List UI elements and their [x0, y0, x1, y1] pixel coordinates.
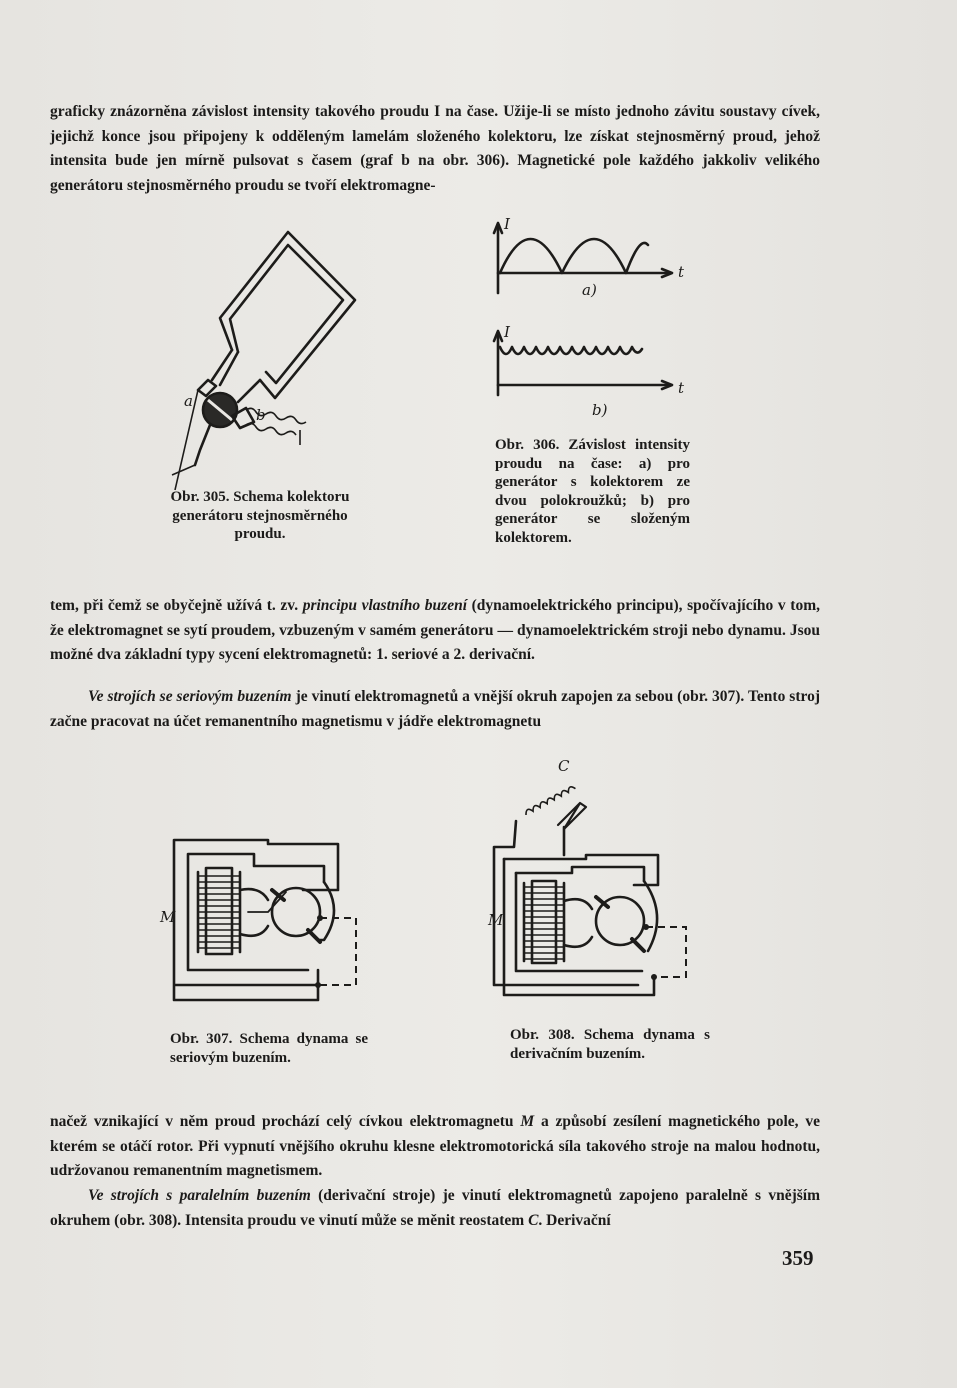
p3-text: je vinutí elektromagnetů a vnější okruh zapojen za sebou (obr. 307). Tento stroj začne pracovat na účet remanentního magnetismu v jádře elektromagnetu [50, 688, 820, 730]
fig306-label-a: a) [582, 281, 597, 299]
fig307-label-M: M [160, 908, 176, 926]
p4-text-a: načež vznikající v něm proud prochází celý cívkou elektromagnetu [50, 1113, 521, 1130]
fig306-label-I-bottom: I [504, 323, 510, 341]
caption-fig306 [495, 436, 690, 547]
page-number: 359 [782, 1246, 814, 1270]
caption-fig308 [510, 1026, 710, 1063]
fig306-label-t-top: t [678, 263, 685, 281]
p5-text-b: (derivační stroje) je vinutí elektromagnetů zapojeno paralelně s vnějším okruhem (obr. 308). Intensita proudu ve vinutí může se měnit reostatem [50, 1187, 820, 1229]
p4-text-b: a způsobí zesílení magnetického pole, ve kterém se otáčí rotor. Při vypnutí vnějšího okruhu klesne elektromotorická síla takového stroje na malou hodnotu, udržovanou remanentním magnetismem. [50, 1113, 820, 1179]
figure-307-series-dynamo [160, 830, 368, 1020]
paragraph-intro [50, 100, 820, 198]
caption-fig305 [160, 488, 360, 544]
figure-308-shunt-dynamo [486, 755, 696, 1015]
p5-text-c: . Derivační [538, 1211, 611, 1229]
fig308-label-M: M [488, 911, 504, 929]
p4-emphasis: M [520, 1113, 535, 1130]
fig306-label-I-top: I [504, 215, 510, 233]
paragraph-series-operation [50, 1110, 820, 1184]
caption-fig307 [170, 1030, 368, 1067]
paragraph-self-excitation [50, 594, 820, 668]
fig306-label-b: b) [592, 401, 608, 419]
p2-text-b: (dynamoelektrického principu), spočívajícího v tom, že elektromagnet se sytí proudem, vzbuzeným v samém generátoru — dynamoelektrickém stroji nebo dynamu. Jsou možné dva základní typy sycení elektromagnetů: 1. seriové a 2. derivační. [50, 597, 820, 663]
caption-fig307-text: Obr. 307. Schema dynama se seriovým buzením. [170, 1031, 368, 1066]
fig306-label-t-bottom: t [678, 379, 685, 397]
paragraph-intro-text: graficky znázorněna závislost intensity takového proudu I na čase. Užije-li se místo jednoho závitu soustavy cívek, jejichž konce jsou připojeny k odděleným lamelám složeného kolektoru, lze získat stejnosměrný proud, jehož intensita bude jen mírně pulsovat s časem (graf b na obr. 306). Magnetické pole každého jakkoliv velikého generátoru stejnosměrného proudu se tvoří elektromagne- [50, 103, 820, 194]
p2-emphasis: principu vlastního buzení [302, 597, 468, 614]
fig308-label-C: C [558, 757, 570, 775]
fig305-label-a: a [184, 392, 193, 410]
p2-text-a: tem, při čemž se obyčejně užívá t. zv. [50, 597, 303, 614]
figure-306-current-graphs [490, 215, 700, 420]
p5-emphasis-c: C [528, 1211, 539, 1229]
paragraph-shunt-excitation [50, 1184, 820, 1233]
fig305-label-b: b [256, 406, 266, 424]
p3-emphasis: Ve strojích se seriovým buzením [88, 688, 292, 705]
p5-emphasis: Ve strojích s paralelním buzením [88, 1187, 311, 1204]
caption-fig305-text: Obr. 305. Schema kolektoru generátoru stejnosměrného proudu. [170, 489, 350, 542]
caption-fig306-text: Obr. 306. Závislost intensity proudu na čase: a) pro generátor s kolektorem ze dvou polokroužků; b) pro generátor se složeným kolektorem. [495, 437, 690, 546]
paragraph-series-excitation [50, 685, 820, 734]
figure-305-collector-schema [150, 220, 370, 490]
caption-fig308-text: Obr. 308. Schema dynama s derivačním buzením. [510, 1027, 710, 1062]
